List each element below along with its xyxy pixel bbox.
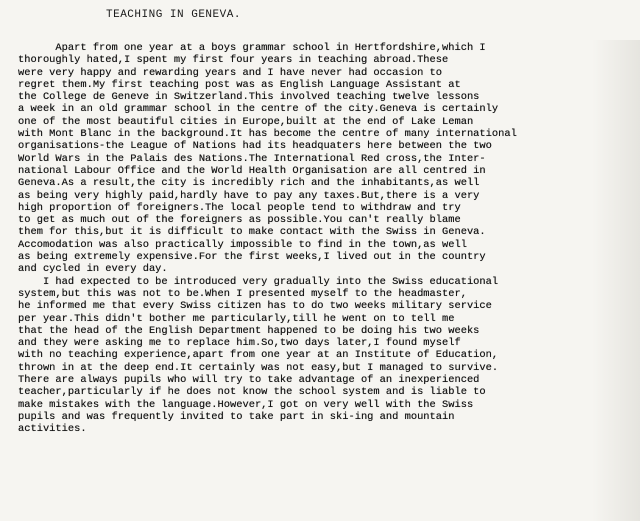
text-line: thoroughly hated,I spent my first four years in teaching abroad.These xyxy=(18,54,449,67)
text-line: one of the most beautiful cities in Europe,built at the end of Lake Leman xyxy=(18,115,474,128)
text-line: Apart from one year at a boys grammar school in Hertfordshire,which I xyxy=(18,42,486,54)
text-line: were very happy and rewarding years and I have never had occasion to xyxy=(18,66,443,79)
text-line: to get as much out of the foreigners as possible.You can't really blame xyxy=(18,214,461,227)
text-line: with no teaching experience,apart from one year at an Institute of Education, xyxy=(18,349,499,362)
text-line: Accomodation was also practically impossible to find in the town,as well xyxy=(18,238,467,251)
text-line: organisations-the League of Nations had its headquaters here between the two xyxy=(18,140,492,153)
text-line: Geneva.As a result,the city is incredibly rich and the inhabitants,as well xyxy=(18,177,480,190)
document-title: TEACHING IN GENEVA. xyxy=(106,9,241,21)
text-line: as being very highly paid,hardly have to pay any taxes.But,there is a very xyxy=(18,189,480,202)
text-line: he informed me that every Swiss citizen has to do two weeks military service xyxy=(18,300,492,313)
text-line: regret them.My first teaching post was as English Language Assistant at xyxy=(18,78,461,91)
text-line: pupils and was frequently invited to take part in ski-ing and mountain xyxy=(18,410,455,423)
text-line: teacher,particularly if he does not know the school system and is liable to xyxy=(18,386,486,399)
text-line: as being extremely expensive.For the first weeks,I lived out in the country xyxy=(18,251,486,264)
text-line: and cycled in every day. xyxy=(18,263,168,276)
text-line: per year.This didn't bother me particularly,till he went on to tell me xyxy=(18,312,455,325)
text-line: thrown in at the deep end.It certainly was not easy,but I managed to survive. xyxy=(18,361,499,374)
text-line: high proportion of foreigners.The local people tend to withdraw and try xyxy=(18,201,461,214)
text-line: activities. xyxy=(18,423,87,436)
document-body xyxy=(18,42,622,436)
text-line: There are always pupils who will try to take advantage of an inexperienced xyxy=(18,374,480,387)
text-line: system,but this was not to be.When I presented myself to the headmaster, xyxy=(18,287,467,300)
text-line: them for this,but it is difficult to make contact with the Swiss in Geneva. xyxy=(18,226,486,239)
text-line: make mistakes with the language.However,I got on very well with the Swiss xyxy=(18,398,474,411)
paragraph-2 xyxy=(18,276,622,436)
text-line: and they were asking me to replace him.So,two days later,I found myself xyxy=(18,337,461,350)
text-line: that the head of the English Department happened to be doing his two weeks xyxy=(18,324,480,337)
text-line: national Labour Office and the World Health Organisation are all centred in xyxy=(18,164,486,177)
text-line: World Wars in the Palais des Nations.The International Red cross,the Inter- xyxy=(18,152,486,165)
paragraph-1 xyxy=(18,42,622,276)
text-line: the College de Geneve in Switzerland.This involved teaching twelve lessons xyxy=(18,91,480,104)
text-line: I had expected to be introduced very gradually into the Swiss educational xyxy=(18,275,499,288)
text-line: a week in an old grammar school in the centre of the city.Geneva is certainly xyxy=(18,103,499,116)
text-line: with Mont Blanc in the background.It has become the centre of many international xyxy=(18,128,517,141)
